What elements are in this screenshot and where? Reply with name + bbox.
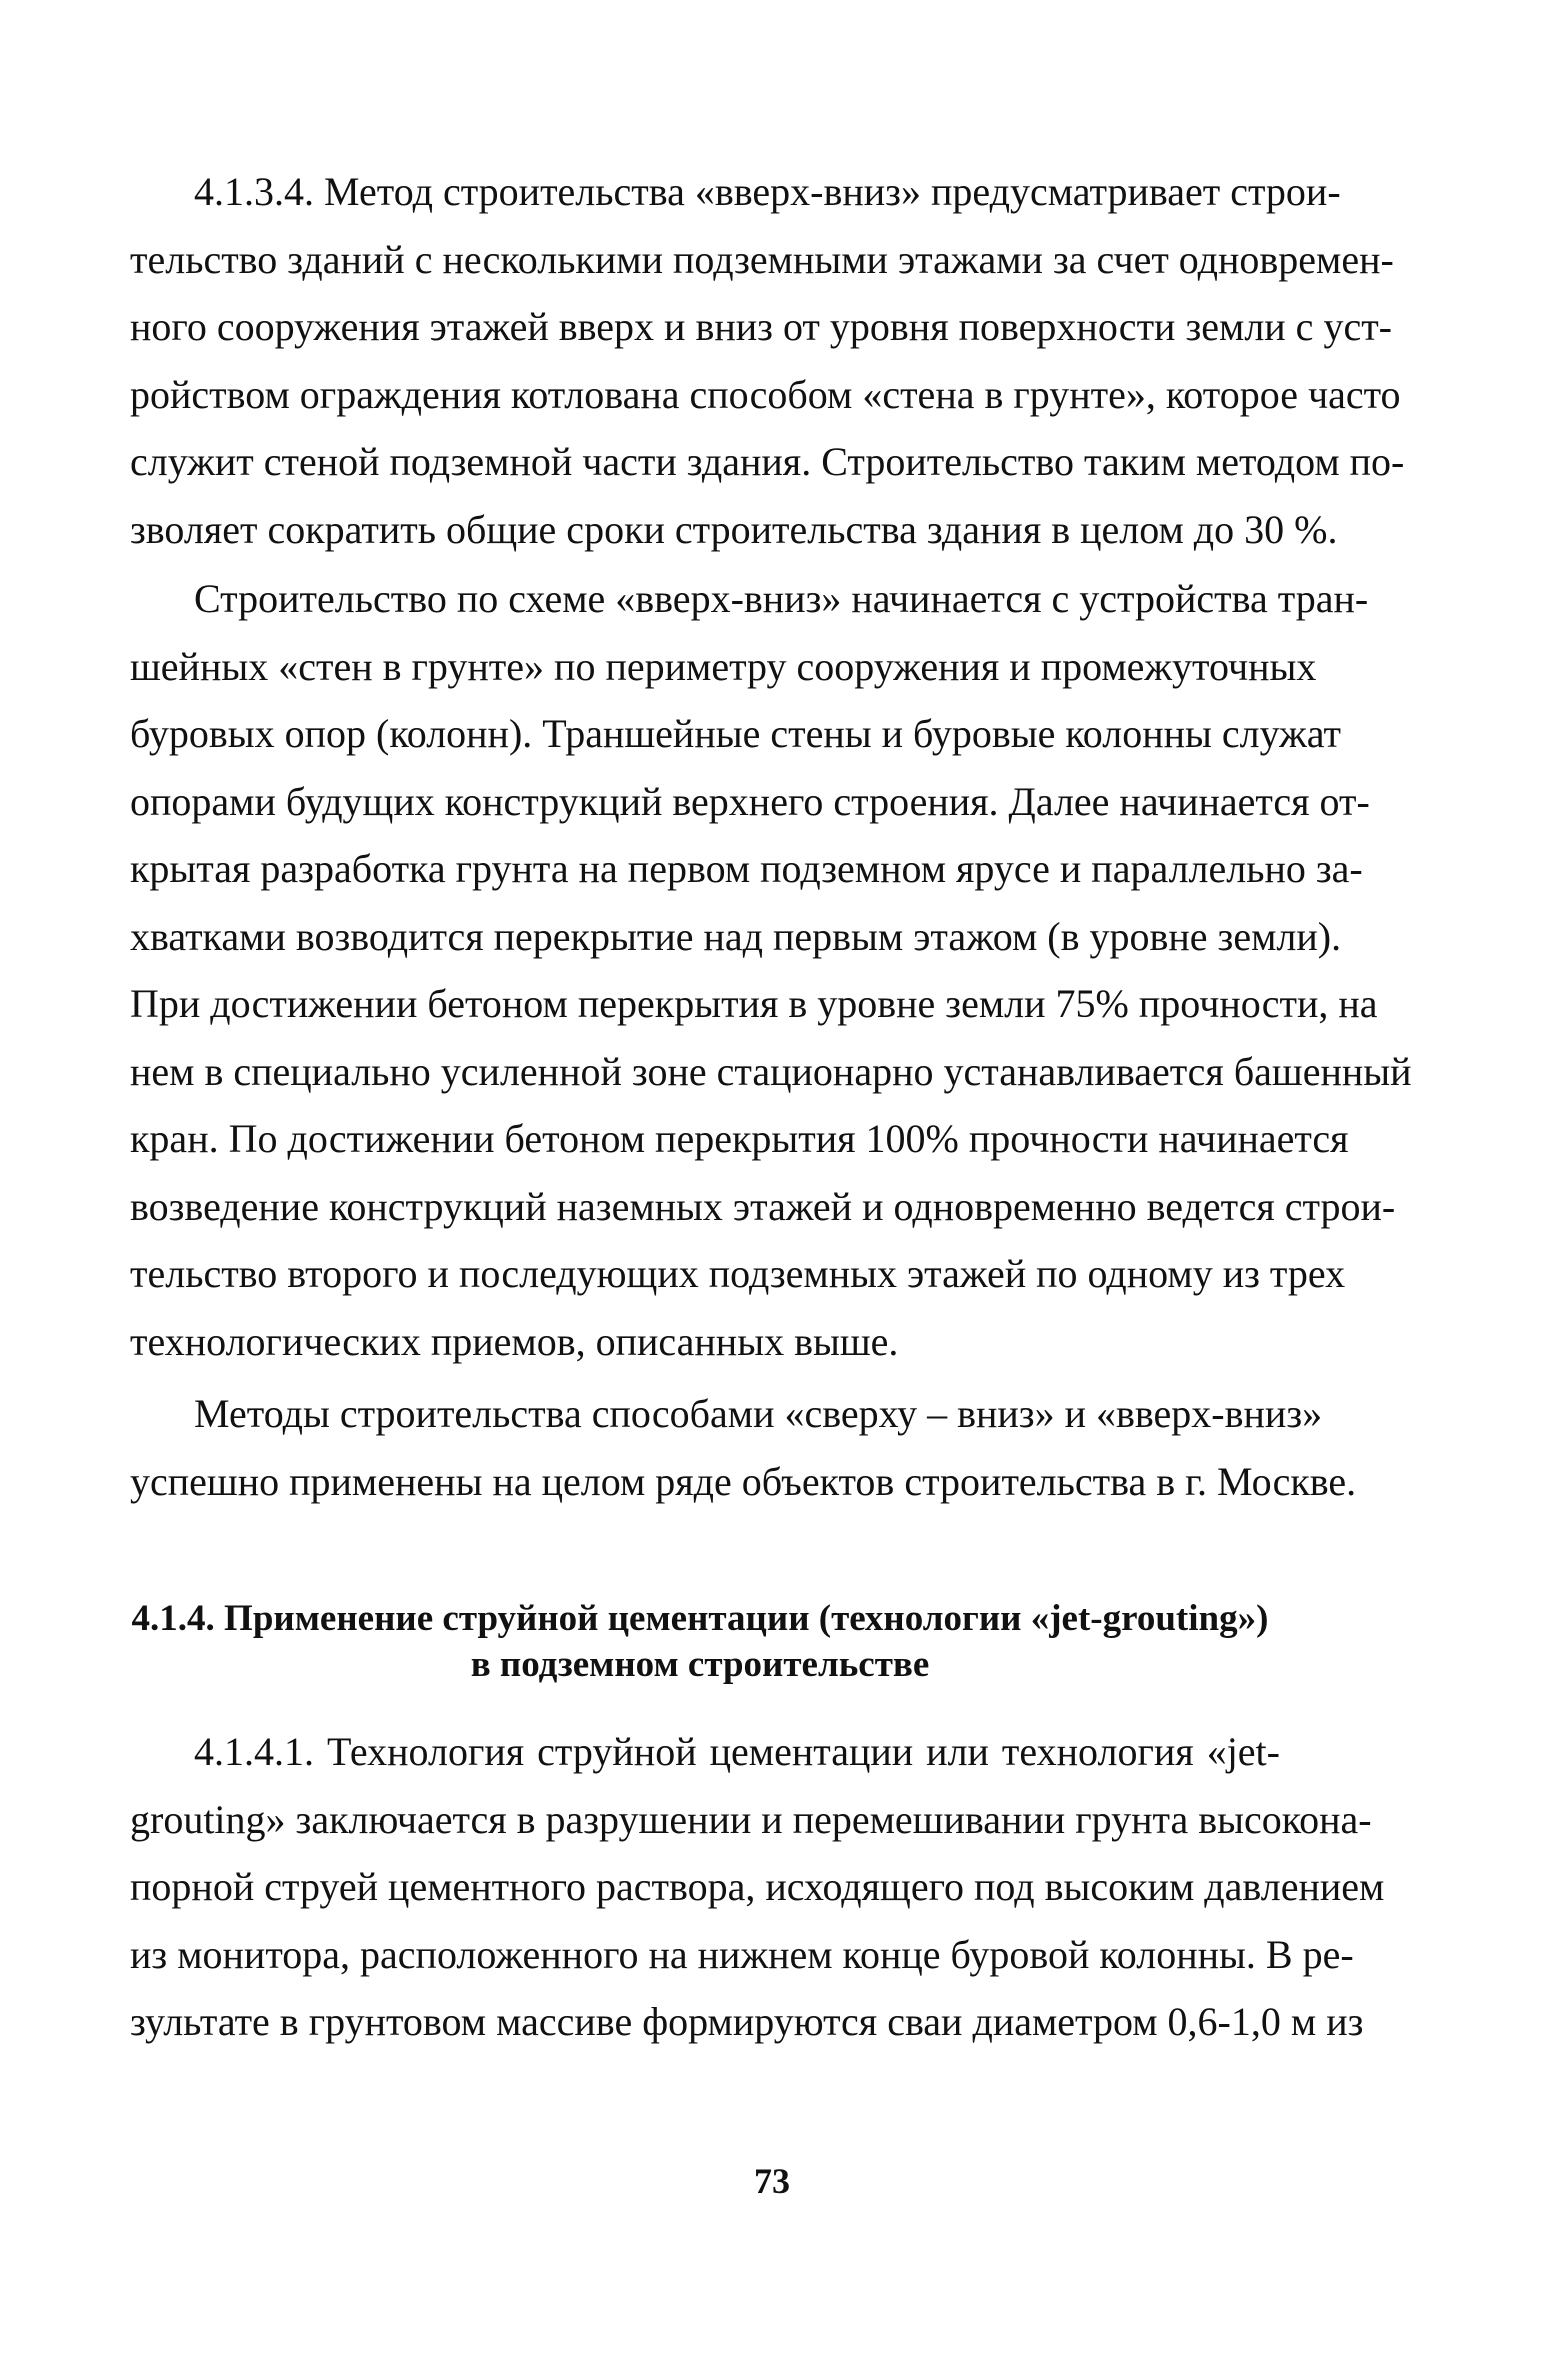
text-line: шейных «стен в грунте» по периметру сооружения и промежуточных bbox=[130, 643, 1317, 689]
text-line: зволяет сократить общие сроки строительства здания в целом до 30 %. bbox=[130, 506, 1338, 552]
paragraph-methods-applied bbox=[130, 1380, 1357, 1515]
text-line: 4.1.3.4. Метод строительства «вверх-вниз» предусматривает строи- bbox=[194, 169, 1341, 214]
text-line: буровых опор (колонн). Траншейные стены и буровые колонны служат bbox=[130, 711, 1341, 756]
paragraph-method-up-down bbox=[130, 158, 1405, 563]
text-line: из монитора, расположенного на нижнем конце буровой колонны. В ре- bbox=[130, 1931, 1354, 1977]
text-line: порной струей цементного раствора, исходящего под высоким давлением bbox=[130, 1864, 1385, 1909]
text-line: крытая разработка грунта на первом подземном ярусе и параллельно за- bbox=[130, 846, 1363, 891]
text-line: зультате в грунтовом массиве формируются сваи диаметром 0,6-1,0 м из bbox=[130, 1999, 1364, 2044]
section-heading-line-1: 4.1.4. Применение струйной цементации (технологии «jet-grouting») bbox=[131, 1598, 1269, 1639]
text-line: опорами будущих конструкций верхнего строения. Далее начинается от- bbox=[130, 778, 1370, 824]
paragraph-jet-grouting bbox=[130, 1718, 1385, 2056]
text-line: ройством ограждения котлована способом «стена в грунте», которое часто bbox=[130, 371, 1401, 417]
text-line: хватками возводится перекрытие над первым этажом (в уровне земли). bbox=[130, 913, 1342, 959]
text-line: тельство второго и последующих подземных этажей по одному из трех bbox=[130, 1251, 1346, 1296]
section-heading bbox=[120, 1596, 1280, 1688]
text-line: служит стеной подземной части здания. Строительство таким методом по- bbox=[130, 439, 1405, 484]
text-line: технологических приемов, описанных выше. bbox=[130, 1318, 899, 1364]
text-line: 4.1.4.1. Технология струйной цементации или технология «jet- bbox=[194, 1729, 1280, 1774]
text-line: ного сооружения этажей вверх и вниз от уровня поверхности земли с уст- bbox=[130, 304, 1392, 349]
text-line: При достижении бетоном перекрытия в уровне земли 75% прочности, на bbox=[130, 981, 1378, 1026]
paragraph-construction-scheme bbox=[130, 565, 1412, 1375]
page-number: 73 bbox=[754, 2161, 790, 2201]
text-line: нем в специально усиленной зоне стационарно устанавливается башенный bbox=[130, 1048, 1412, 1094]
text-line: успешно применены на целом ряде объектов строительства в г. Москве. bbox=[130, 1458, 1357, 1504]
text-line: тельство зданий с несколькими подземными этажами за счет одновремен- bbox=[130, 236, 1394, 282]
text-line: grouting» заключается в разрушении и перемешивании грунта высокона- bbox=[130, 1796, 1372, 1842]
section-heading-line-2: в подземном строительстве bbox=[470, 1644, 930, 1685]
text-line: кран. По достижении бетоном перекрытия 100% прочности начинается bbox=[130, 1116, 1349, 1161]
text-line: Строительство по схеме «вверх-вниз» начинается с устройства тран- bbox=[194, 576, 1369, 621]
text-line: возведение конструкций наземных этажей и одновременно ведется строи- bbox=[130, 1183, 1396, 1229]
text-line: Методы строительства способами «сверху – вниз» и «вверх-вниз» bbox=[194, 1391, 1323, 1436]
